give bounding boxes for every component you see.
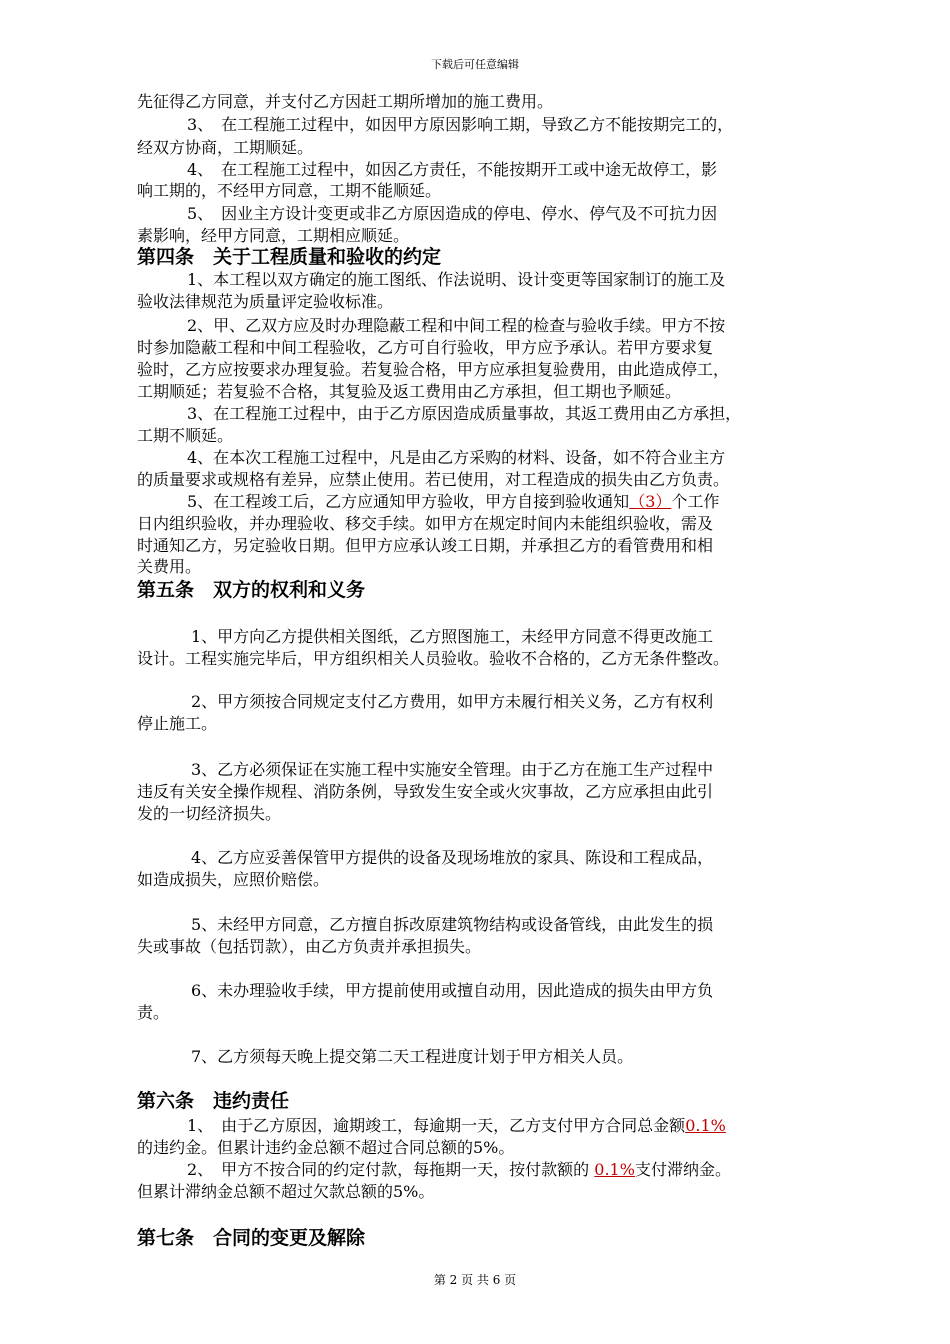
text-line: 工期顺延；若复验不合格，其复验及返工费用由乙方承担，但工期也予顺延。 [137,382,682,401]
text-line: 验收法律规范为质量评定验收标准。 [137,292,394,311]
article-4-heading: 第四条 关于工程质量和验收的约定 [137,246,442,268]
text-line: 时参加隐蔽工程和中间工程验收，乙方可自行验收，甲方应予承认。若甲方要求复 [137,338,714,357]
article-6-heading: 第六条 违约责任 [137,1090,290,1112]
text-line: 的违约金。但累计违约金总额不超过合同总额的5%。 [137,1138,515,1157]
text-line [187,1160,731,1180]
text-line: 3、在工程施工过程中，由于乙方原因造成质量事故，其返工费用由乙方承担， [187,404,742,423]
text-line: 先征得乙方同意，并支付乙方因赶工期所增加的施工费用。 [137,92,554,111]
penalty-rate: 0.1% [685,1116,726,1135]
text-line: 5、未经甲方同意，乙方擅自拆改原建筑物结构或设备管线，由此发生的损 [191,915,714,934]
text-run: 支付滞纳金。 [634,1160,731,1179]
text-run: 2、 甲方不按合同的约定付款，每拖期一天，按付款额的 [187,1160,590,1179]
text-line: 经双方协商，工期顺延。 [137,138,314,157]
days-value: （3） [629,492,672,511]
text-line: 3、乙方必须保证在实施工程中实施安全管理。由于乙方在施工生产过程中 [191,760,714,779]
text-line: 验时，乙方应按要求办理复验。若复验合格，甲方应承担复验费用，由此造成停工， [137,360,730,379]
text-run: 个工作 [671,492,720,511]
text-line [187,1116,726,1136]
page-footer: 第 2 页 共 6 页 [433,1273,517,1287]
text-line: 7、乙方须每天晚上提交第二天工程进度计划于甲方相关人员。 [191,1047,634,1066]
text-line: 4、 在工程施工过程中，如因乙方责任，不能按期开工或中途无故停工，影 [187,160,718,179]
article-5-heading: 第五条 双方的权利和义务 [137,579,366,601]
text-line: 关费用。 [137,557,202,576]
text-line: 2、甲方须按合同规定支付乙方费用，如甲方未履行相关义务，乙方有权利 [191,692,714,711]
text-line: 日内组织验收，并办理验收、移交手续。如甲方在规定时间内未能组织验收，需及 [137,514,714,533]
text-line [187,492,719,512]
text-line: 1、甲方向乙方提供相关图纸，乙方照图施工，未经甲方同意不得更改施工 [191,627,714,646]
text-line: 时通知乙方，另定验收日期。但甲方应承认竣工日期，并承担乙方的看管费用和相 [137,536,714,555]
page-header: 下载后可任意编辑 [431,58,519,71]
text-line: 工期不顺延。 [137,426,234,445]
text-line: 4、乙方应妥善保管甲方提供的设备及现场堆放的家具、陈设和工程成品， [191,848,714,867]
text-line: 但累计滞纳金总额不超过欠款总额的5%。 [137,1182,435,1201]
text-line: 发的一切经济损失。 [137,804,282,823]
text-line: 的质量要求或规格有差异，应禁止使用。若已使用，对工程造成的损失由乙方负责。 [137,470,730,489]
text-line: 1、本工程以双方确定的施工图纸、作法说明、设计变更等国家制订的施工及 [187,270,726,289]
text-line: 6、未办理验收手续，甲方提前使用或擅自动用，因此造成的损失由甲方负 [191,981,714,1000]
article-7-heading: 第七条 合同的变更及解除 [137,1227,366,1249]
text-line: 如造成损失，应照价赔偿。 [137,870,330,889]
text-line: 失或事故（包括罚款），由乙方负责并承担损失。 [137,937,482,956]
text-run: 1、 由于乙方原因，逾期竣工，每逾期一天，乙方支付甲方合同总金额 [187,1116,686,1135]
text-line: 响工期的，不经甲方同意，工期不能顺延。 [137,181,442,200]
text-line: 4、在本次工程施工过程中，凡是由乙方采购的材料、设备，如不符合业主方 [187,448,726,467]
text-run: 5、在工程竣工后，乙方应通知甲方验收，甲方自接到验收通知 [187,492,630,511]
text-line: 违反有关安全操作规程、消防条例，导致发生安全或火灾事故，乙方应承担由此引 [137,782,714,801]
text-line: 3、 在工程施工过程中，如因甲方原因影响工期，导致乙方不能按期完工的， [187,115,734,134]
text-line: 设计。工程实施完毕后，甲方组织相关人员验收。验收不合格的，乙方无条件整改。 [137,649,730,668]
text-line: 素影响，经甲方同意，工期相应顺延。 [137,226,410,245]
text-line: 停止施工。 [137,714,218,733]
text-line: 责。 [137,1003,170,1022]
text-line: 2、甲、乙双方应及时办理隐蔽工程和中间工程的检查与验收手续。甲方不按 [187,316,726,335]
text-line: 5、 因业主方设计变更或非乙方原因造成的停电、停水、停气及不可抗力因 [187,204,718,223]
late-fee-rate: 0.1% [594,1160,635,1179]
